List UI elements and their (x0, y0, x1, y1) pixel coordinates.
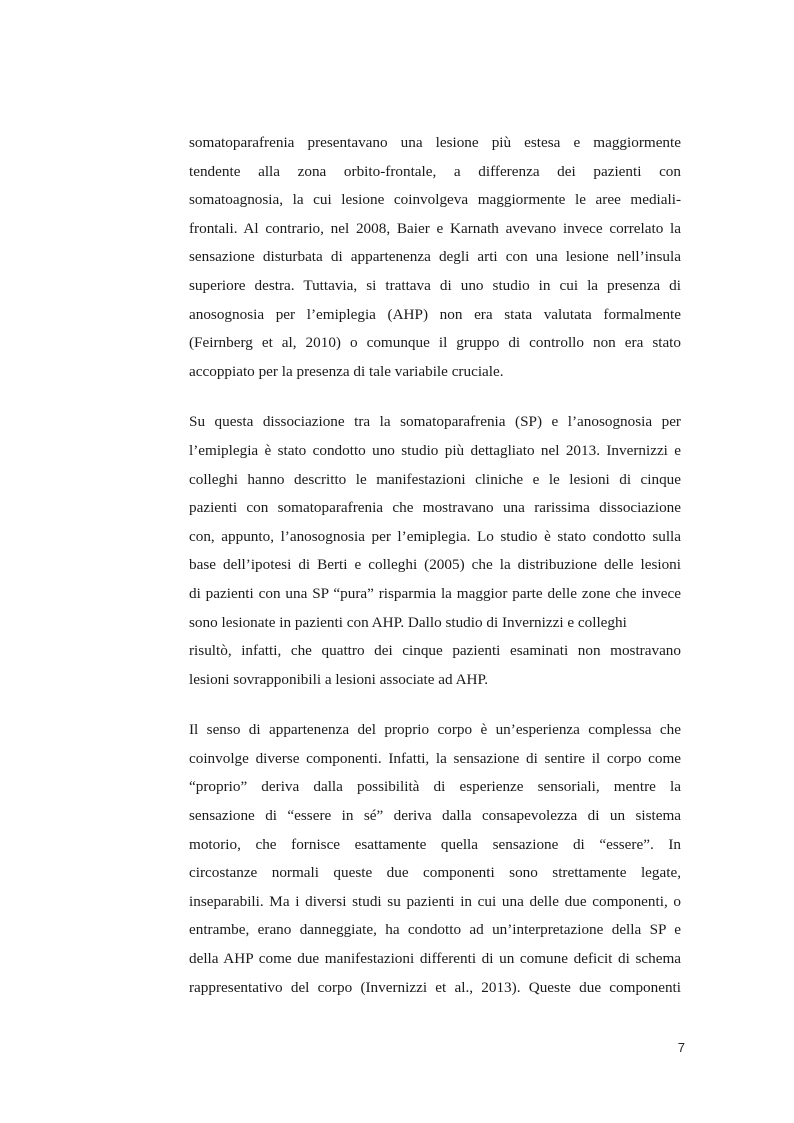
text-line: pazienti con somatoparafrenia che mostravano una rarissima dissociazione (189, 499, 681, 517)
paragraph-3 (189, 716, 681, 1002)
text-line: di pazienti con una SP “pura” risparmia la maggior parte delle zone che invece (189, 584, 681, 602)
text-line: (Feirnberg et al, 2010) o comunque il gruppo di controllo non era stato (189, 334, 681, 352)
text-line: Il senso di appartenenza del proprio corpo è un’esperienza complessa che (189, 721, 681, 739)
paragraph-1 (189, 129, 681, 386)
text-line: sensazione di “essere in sé” deriva dalla consapevolezza di un sistema (189, 807, 681, 825)
text-line: frontali. Al contrario, nel 2008, Baier e Karnath avevano invece correlato la (189, 219, 681, 237)
text-line: somatoparafrenia presentavano una lesione più estesa e maggiormente (189, 134, 681, 151)
text-line: lesioni sovrapponibili a lesioni associate ad AHP. (189, 670, 489, 688)
text-line: motorio, che fornisce esattamente quella sensazione di “essere”. In (189, 835, 681, 853)
text-line: inseparabili. Ma i diversi studi su pazienti in cui una delle due componenti, o (189, 892, 681, 910)
text-line: accoppiato per la presenza di tale variabile cruciale. (189, 362, 504, 380)
text-line: sensazione disturbata di appartenenza degli arti con una lesione nell’insula (189, 248, 681, 266)
text-line: tendente alla zona orbito-frontale, a differenza dei pazienti con (189, 162, 681, 180)
text-line: “proprio” deriva dalla possibilità di esperienze sensoriali, mentre la (189, 778, 681, 796)
text-line: anosognosia per l’emiplegia (AHP) non era stata valutata formalmente (189, 305, 681, 323)
text-line: con, appunto, l’anosognosia per l’emiplegia. Lo studio è stato condotto sulla (189, 527, 681, 545)
paragraph-spacer (189, 386, 681, 408)
text-line: sono lesionate in pazienti con AHP. Dallo studio di Invernizzi e colleghi (189, 613, 627, 631)
paragraph-2 (189, 408, 681, 694)
text-line: superiore destra. Tuttavia, si trattava di uno studio in cui la presenza di (189, 276, 681, 294)
text-line: risultò, infatti, che quattro dei cinque pazienti esaminati non mostravano (189, 642, 681, 660)
text-line: rappresentativo del corpo (Invernizzi et al., 2013). Queste due componenti (189, 978, 681, 996)
text-line: della AHP come due manifestazioni differenti di un comune deficit di schema (189, 950, 681, 968)
text-line: entrambe, erano danneggiate, ha condotto ad un’interpretazione della SP e (189, 921, 681, 939)
text-line: circostanze normali queste due componenti sono strettamente legate, (189, 864, 681, 882)
text-line: base dell’ipotesi di Berti e colleghi (2005) che la distribuzione delle lesioni (189, 556, 681, 574)
paragraph-spacer (189, 694, 681, 716)
page-number: 7 (677, 1040, 685, 1055)
text-line: colleghi hanno descritto le manifestazioni cliniche e le lesioni di cinque (189, 470, 681, 488)
text-line: Su questa dissociazione tra la somatoparafrenia (SP) e l’anosognosia per (189, 413, 681, 431)
document-body (189, 129, 681, 1002)
text-line: somatoagnosia, la cui lesione coinvolgeva maggiormente le aree mediali- (189, 191, 681, 209)
text-line: l’emiplegia è stato condotto uno studio più dettagliato nel 2013. Invernizzi e (189, 441, 681, 459)
text-line: coinvolge diverse componenti. Infatti, la sensazione di sentire il corpo come (189, 749, 681, 767)
